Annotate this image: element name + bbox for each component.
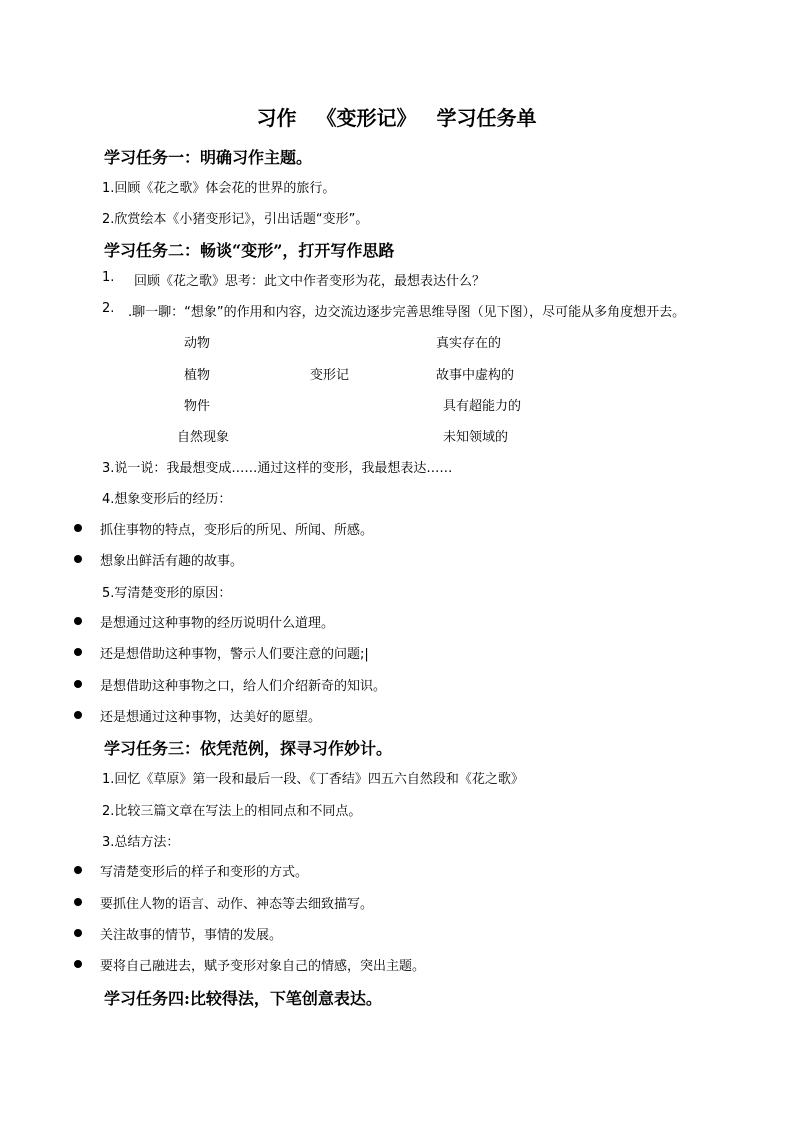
- task1-item-2: 2.欣赏绘本《小猪变形记》，引出话题“变形”。: [102, 212, 369, 227]
- mindmap-left-item: 物件: [184, 399, 211, 414]
- task3-item-3: 3.总结方法：: [102, 835, 180, 850]
- task2-item-4: 4.想象变形后的经历：: [102, 492, 232, 507]
- title-part-2: 《变形记》: [316, 106, 417, 130]
- list-item: 抓住事物的特点，变形后的所见、所闻、所感。: [100, 523, 374, 538]
- page-title: [0, 102, 793, 131]
- task1-heading: 学习任务一：明确习作主题。: [104, 148, 313, 167]
- title-part-3: 学习任务单: [436, 106, 537, 130]
- task2-item-2-number: 2.: [102, 301, 115, 316]
- list-item: 还是想通过这种事物，达美好的愿望。: [100, 710, 322, 725]
- task2-item-2-text: .聊一聊：“想象”的作用和内容，边交流边逐步完善思维导图（见下图），尽可能从多角度想开去。: [128, 305, 686, 320]
- bullet-icon: [74, 898, 82, 906]
- list-item: 是想通过这种事物的经历说明什么道理。: [100, 616, 335, 631]
- task2-item-5: 5.写清楚变形的原因：: [102, 586, 232, 601]
- list-item: 写清楚变形后的样子和变形的方式。: [100, 865, 309, 880]
- task2-item-1-text: 回顾《花之歌》思考：此文中作者变形为花，最想表达什么？: [134, 274, 486, 289]
- task3-item-1: 1.回忆《草原》第一段和最后一段、《丁香结》四五六自然段和《花之歌》: [102, 772, 524, 787]
- mindmap-left-item: 动物: [184, 336, 211, 351]
- bullet-icon: [74, 866, 82, 874]
- mindmap-left-item: 自然现象: [177, 430, 230, 445]
- bullet-icon: [74, 648, 82, 656]
- title-part-1: 习作: [256, 106, 297, 130]
- bullet-icon: [74, 555, 82, 563]
- mindmap-left-item: 植物: [184, 368, 211, 383]
- task3-item-2: 2.比较三篇文章在写法上的相同点和不同点。: [102, 804, 362, 819]
- task2-item-3: 3.说一说：我最想变成……通过这样的变形，我最想表达……: [102, 461, 453, 476]
- task3-heading: 学习任务三：依凭范例，探寻习作妙计。: [104, 739, 393, 758]
- task4-heading: 学习任务四:比较得法，下笔创意表达。: [104, 989, 382, 1008]
- mindmap-right-item: 故事中虚构的: [436, 368, 515, 383]
- list-item: 关注故事的情节，事情的发展。: [100, 928, 283, 943]
- bullet-icon: [74, 680, 82, 688]
- bullet-icon: [74, 617, 82, 625]
- mindmap-right-item: 具有超能力的: [443, 399, 522, 414]
- list-item: 要将自己融进去，赋予变形对象自己的情感，突出主题。: [100, 959, 426, 974]
- task2-heading: 学习任务二：畅谈“变形”，打开写作思路: [104, 241, 395, 260]
- mindmap-center: 变形记: [310, 368, 350, 383]
- list-item: 还是想借助这种事物，警示人们要注意的问题;|: [100, 647, 369, 662]
- list-item: 想象出鲜活有趣的故事。: [100, 554, 244, 569]
- mindmap-right-item: 真实存在的: [436, 336, 502, 351]
- list-item: 要抓住人物的语言、动作、神态等去细致描写。: [100, 897, 374, 912]
- list-item: 是想借助这种事物之口，给人们介绍新奇的知识。: [100, 679, 387, 694]
- task2-item-1-number: 1.: [102, 270, 115, 285]
- mindmap-right-item: 未知领域的: [443, 430, 509, 445]
- bullet-icon: [74, 929, 82, 937]
- bullet-icon: [74, 960, 82, 968]
- bullet-icon: [74, 711, 82, 719]
- bullet-icon: [74, 524, 82, 532]
- task1-item-1: 1.回顾《花之歌》体会花的世界的旅行。: [102, 181, 336, 196]
